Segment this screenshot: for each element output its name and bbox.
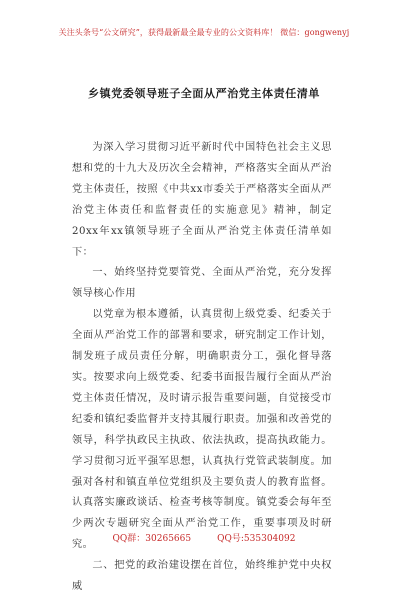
document-body xyxy=(72,138,332,598)
section-1-paragraph: 以党章为根本遵循，认真贯彻上级党委、纪委关于全面从严治党工作的部署和要求，研究制定工作计划，制发班子成员责任分解，明确职责分工，强化督导落实。按要求向上级党委、纪委书面报告履行全面从严治党主体责任情况，及时请示报告重要问题，自觉接受市纪委和镇纪委监督并支持其履行职责。加强和改善党的领导，科学执政民主执政、依法执政，提高执政能力。学习贯彻习近平强军思想，认真执行党管武装制度。加强对各村和镇直单位党组织及主要负责人的教育监督。认真落实廉政谈话、检查考核等制度。镇党委会每年至少两次专题研究全面从严治党工作，重要事项及时研究。 xyxy=(72,309,332,551)
section-heading-2: 二、把党的政治建设摆在首位，始终维护党中央权威 xyxy=(72,560,332,593)
promo-banner: 关注头条号“公文研究”，获得最新最全最专业的公文资料库！ 微信：gongwenyj xyxy=(58,28,350,37)
document-title: 乡镇党委领导班子全面从严治党主体责任清单 xyxy=(88,87,320,100)
qq-group-number: QQ群：30265665 xyxy=(112,534,192,544)
intro-paragraph: 为深入学习贯彻习近平新时代中国特色社会主义思想和党的十九大及历次全会精神，严格落实全面从严治党主体责任，按照《中共xx市委关于严格落实全面从严治党主体责任和监督责任的实施意见》精神，制定20xx年xx镇领导班子全面从严治党主体责任清单如下： xyxy=(72,142,332,258)
section-heading-1: 一、始终坚持党要管党、全面从严治党，充分发挥领导核心作用 xyxy=(72,267,332,300)
qq-number: QQ号:535304092 xyxy=(217,534,296,544)
contact-footer xyxy=(0,531,408,544)
